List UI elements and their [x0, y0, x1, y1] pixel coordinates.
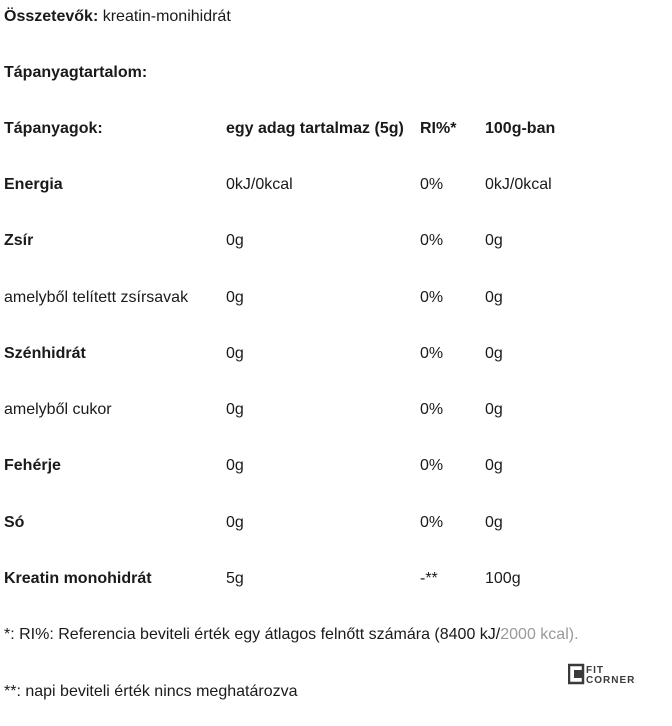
- logo-text-bottom: CORNER: [586, 675, 636, 686]
- serving-value: 0kJ/0kcal: [226, 176, 293, 193]
- ri-value: 0%: [420, 289, 444, 306]
- per100-value: 0g: [485, 232, 503, 249]
- serving-value: 0g: [226, 514, 244, 531]
- serving-value: 5g: [226, 570, 244, 587]
- ri-value: 0%: [420, 457, 444, 474]
- footnote-ri-text: *: RI%: Referencia beviteli érték egy átlagos felnőtt számára (8400 kJ/: [4, 626, 501, 643]
- ri-value: 0%: [420, 176, 444, 193]
- nutrient-name: Zsír: [4, 232, 34, 249]
- table-row: [0, 288, 672, 308]
- table-row: [0, 175, 672, 195]
- footnote-napi: **: napi beviteli érték nincs meghatározva: [4, 683, 298, 700]
- per100-value: 0g: [485, 345, 503, 362]
- ingredients-label: Összetevők:: [4, 8, 99, 25]
- logo-text-top: FIT: [586, 665, 604, 676]
- ingredients-line: [4, 7, 231, 27]
- per100-value: 0g: [485, 514, 503, 531]
- serving-value: 0g: [226, 401, 244, 418]
- per100-value: 100g: [485, 570, 521, 587]
- ingredients-value: kreatin-monihidrát: [102, 8, 231, 25]
- nutrient-name: Kreatin monohidrát: [4, 570, 152, 587]
- table-row: [0, 456, 672, 476]
- table-row: [0, 513, 672, 533]
- serving-value: 0g: [226, 289, 244, 306]
- header-per100: 100g-ban: [485, 120, 556, 137]
- nutrient-name: amelyből telített zsírsavak: [4, 289, 189, 306]
- nutrition-heading: Tápanyagtartalom:: [4, 64, 148, 81]
- table-row: [0, 400, 672, 420]
- fit-corner-logo: [568, 662, 646, 686]
- nutrient-name: Só: [4, 514, 25, 531]
- serving-value: 0g: [226, 457, 244, 474]
- nutrient-name: Energia: [4, 176, 63, 193]
- table-row: [0, 231, 672, 251]
- per100-value: 0g: [485, 457, 503, 474]
- footnote-ri: [4, 625, 579, 645]
- ri-value: 0%: [420, 232, 444, 249]
- table-header-row: [0, 119, 672, 139]
- nutrient-name: Fehérje: [4, 457, 61, 474]
- table-row: [0, 569, 672, 589]
- ri-value: -**: [420, 570, 438, 587]
- nutrient-name: amelyből cukor: [4, 401, 112, 418]
- nutrient-name: Szénhidrát: [4, 345, 86, 362]
- ri-value: 0%: [420, 514, 444, 531]
- header-serving: egy adag tartalmaz (5g): [226, 120, 404, 137]
- per100-value: 0kJ/0kcal: [485, 176, 552, 193]
- per100-value: 0g: [485, 289, 503, 306]
- serving-value: 0g: [226, 345, 244, 362]
- per100-value: 0g: [485, 401, 503, 418]
- table-row: [0, 344, 672, 364]
- ri-value: 0%: [420, 401, 444, 418]
- ri-value: 0%: [420, 345, 444, 362]
- footnote-ri-faded: 2000 kcal).: [500, 626, 579, 643]
- header-nutrients: Tápanyagok:: [4, 120, 103, 137]
- serving-value: 0g: [226, 232, 244, 249]
- header-ri: RI%*: [420, 120, 457, 137]
